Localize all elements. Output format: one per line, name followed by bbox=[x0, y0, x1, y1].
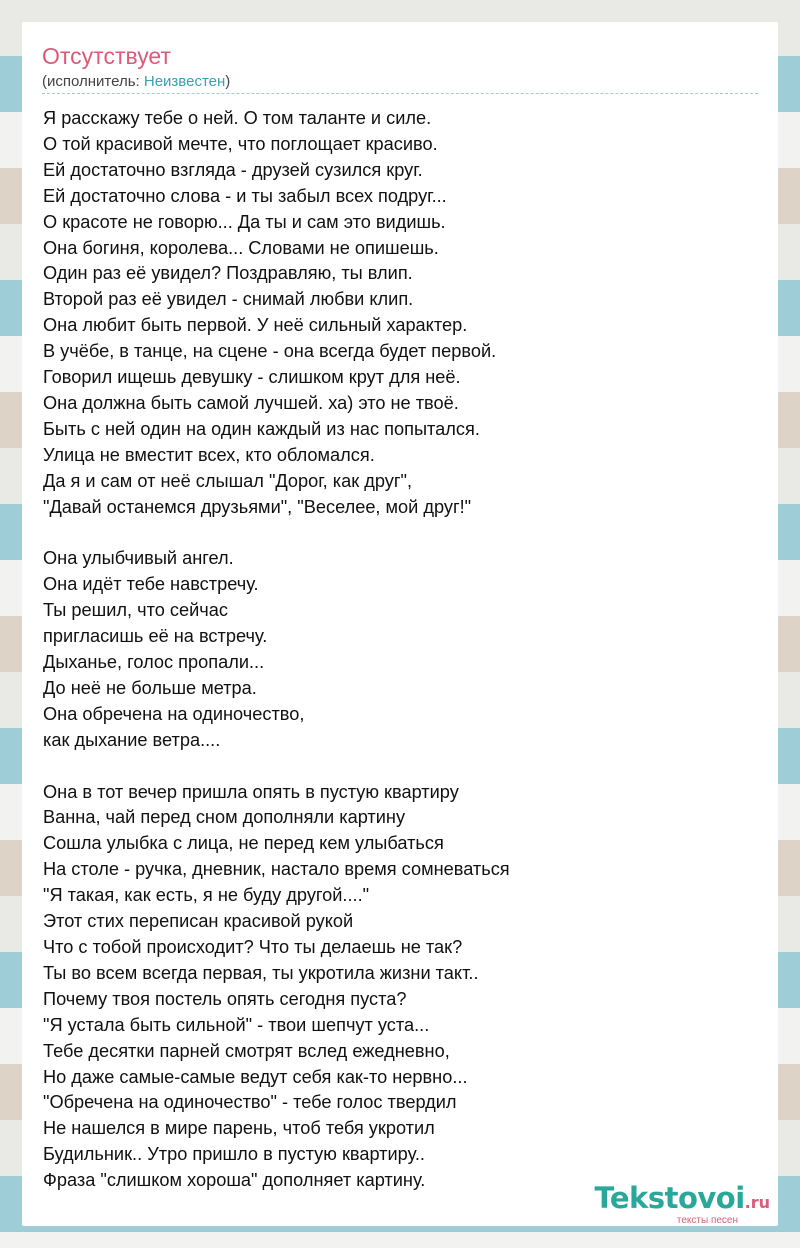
lyric-line: пригласишь её на встречу. bbox=[43, 626, 268, 647]
logo-tld: .ru bbox=[744, 1193, 770, 1212]
artist-link[interactable]: Неизвестен bbox=[143, 73, 226, 90]
lyric-line: В учёбе, в танце, на сцене - она всегда будет первой. bbox=[43, 341, 497, 362]
lyric-line: Один раз её увидел? Поздравляю, ты влип. bbox=[43, 263, 413, 284]
lyric-line: Второй раз её увидел - снимай любви клип. bbox=[43, 289, 414, 310]
logo-tagline: тексты песен bbox=[676, 1215, 738, 1226]
lyric-line: О той красивой мечте, что поглощает красиво. bbox=[43, 133, 438, 154]
lyric-line: Этот стих переписан красивой рукой bbox=[43, 911, 354, 932]
lyric-line: Она улыбчивый ангел. bbox=[43, 548, 234, 569]
lyric-line: Ванна, чай перед сном дополняли картину bbox=[43, 807, 406, 828]
lyric-line: Дыханье, голос пропали... bbox=[43, 652, 265, 673]
lyric-line: Улица не вместит всех, кто обломался. bbox=[43, 444, 375, 465]
lyric-line: Фраза "слишком хороша" дополняет картину. bbox=[43, 1170, 426, 1191]
lyric-line: О красоте не говорю... Да ты и сам это видишь. bbox=[43, 211, 446, 232]
lyric-line: Она должна быть самой лучшей. ха) это не твоё. bbox=[43, 392, 459, 413]
lyric-line: "Я устала быть сильной" - твои шепчут уста... bbox=[43, 1014, 430, 1035]
lyric-line: Она в тот вечер пришла опять в пустую квартиру bbox=[43, 781, 459, 802]
song-title: Отсутствует bbox=[42, 43, 171, 69]
lyric-line: Тебе десятки парней смотрят вслед ежедневно, bbox=[43, 1040, 450, 1061]
lyric-line: На столе - ручка, дневник, настало время сомневаться bbox=[43, 859, 510, 880]
lyric-line: Не нашелся в мире парень, чтоб тебя укротил bbox=[43, 1118, 435, 1139]
lyric-line: "Давай останемся друзьями", "Веселее, мой друг!" bbox=[43, 496, 472, 517]
lyric-line: Она любит быть первой. У неё сильный характер. bbox=[43, 315, 468, 336]
lyric-line: Она богиня, королева... Словами не опишешь. bbox=[43, 237, 439, 258]
site-logo[interactable] bbox=[594, 1183, 770, 1227]
lyric-line: "Обречена на одиночество" - тебе голос твердил bbox=[43, 1092, 457, 1113]
lyric-line: До неё не больше метра. bbox=[43, 677, 257, 698]
lyric-line: Ей достаточно взгляда - друзей сузился круг. bbox=[43, 159, 423, 180]
lyric-line: Она идёт тебе навстречу. bbox=[43, 574, 259, 595]
lyric-line: Она обречена на одиночество, bbox=[43, 703, 305, 724]
logo-name: Tekstovoi bbox=[594, 1181, 745, 1215]
logo-wordmark bbox=[594, 1183, 770, 1218]
lyric-line: Говорил ищешь девушку - слишком крут для неё. bbox=[43, 367, 461, 388]
lyrics-body bbox=[43, 106, 743, 1194]
lyrics-card bbox=[22, 22, 778, 1226]
lyric-line: как дыхание ветра.... bbox=[43, 729, 221, 750]
lyric-line: Почему твоя постель опять сегодня пуста? bbox=[43, 988, 407, 1009]
header-divider bbox=[42, 93, 758, 94]
lyric-line: Будильник.. Утро пришло в пустую квартиру.. bbox=[43, 1144, 425, 1165]
lyric-line: Быть с ней один на один каждый из нас попытался. bbox=[43, 418, 480, 439]
lyric-line: Ей достаточно слова - и ты забыл всех подруг... bbox=[43, 185, 447, 206]
lyric-line: Сошла улыбка с лица, не перед кем улыбаться bbox=[43, 833, 444, 854]
lyric-line: Ты во всем всегда первая, ты укротила жизни такт.. bbox=[43, 962, 479, 983]
stanza-3 bbox=[43, 780, 743, 1195]
subtitle-prefix: (исполнитель: bbox=[42, 73, 144, 90]
lyric-line: Но даже самые-самые ведут себя как-то нервно... bbox=[43, 1066, 468, 1087]
subtitle-suffix: ) bbox=[225, 73, 231, 90]
song-subtitle bbox=[42, 72, 230, 92]
stanza-2 bbox=[43, 546, 743, 753]
lyric-line: Я расскажу тебе о ней. О том таланте и силе. bbox=[43, 108, 432, 128]
lyric-line: Что с тобой происходит? Что ты делаешь не так? bbox=[43, 936, 463, 957]
lyric-line: Ты решил, что сейчас bbox=[43, 600, 228, 621]
lyric-line: Да я и сам от неё слышал "Дорог, как друг", bbox=[43, 470, 413, 491]
stanza-1 bbox=[43, 106, 743, 521]
lyric-line: "Я такая, как есть, я не буду другой...." bbox=[43, 885, 370, 906]
